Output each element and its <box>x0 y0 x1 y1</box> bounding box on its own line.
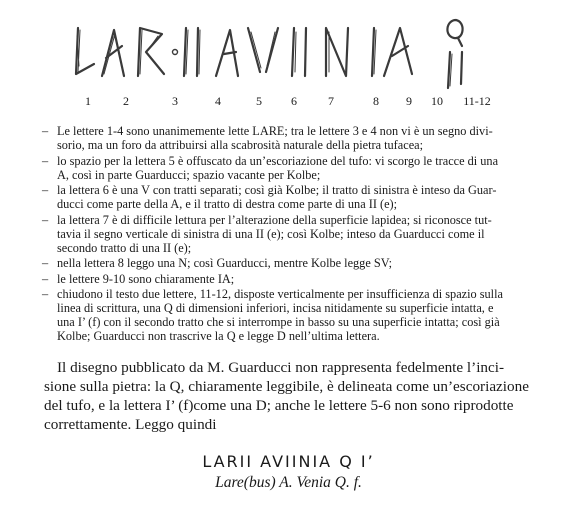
inscription-svg <box>64 6 494 90</box>
note-item <box>40 272 550 286</box>
body-paragraph <box>44 358 554 434</box>
paragraph-line: del tufo, e la lettera I’ (f)come una D; anche le lettere 5-6 non sono riprodotte <box>44 397 514 414</box>
glyph-10 <box>384 28 412 76</box>
inscription-drawing <box>64 6 494 90</box>
paragraph-line: sione sulla pietra: la Q, chiaramente leggibile, è delineata come un’escoriazione <box>44 378 529 395</box>
letter-number: 3 <box>172 94 178 108</box>
letter-number: 10 <box>431 94 443 108</box>
letter-number: 4 <box>215 94 221 108</box>
note-line: chiudono il testo due lettere, 11-12, disposte verticalmente per insufficienza di spazio sulla <box>57 287 503 301</box>
note-item <box>40 183 550 211</box>
letter-notes-list <box>40 124 550 345</box>
letter-number: 8 <box>373 94 379 108</box>
note-item <box>40 213 550 255</box>
note-line: la lettera 6 è una V con tratti separati; così già Kolbe; il tratto di sinistra è inteso da Guar- <box>57 183 497 197</box>
note-line: sorio, ma un foro da attribuirsi alla scabrosità naturale della pietra tufacea; <box>57 138 424 152</box>
glyph-9 <box>372 28 374 76</box>
note-item <box>40 154 550 182</box>
letter-number: 5 <box>256 94 262 108</box>
note-line: nella lettera 8 leggo una N; così Guarducci, mentre Kolbe legge SV; <box>57 256 393 270</box>
letter-number: 7 <box>328 94 334 108</box>
note-line: secondo tratto di una II (e); <box>57 240 192 255</box>
letter-number-row <box>0 94 577 110</box>
letter-number: 9 <box>406 94 412 108</box>
note-item <box>40 124 550 152</box>
note-line: ducci come parte della A, e il tratto di destra come parte di una II (e); <box>57 197 398 211</box>
note-line: lo spazio per la lettera 5 è offuscato da un’escoriazione del tufo: vi scorgo le tracce di una <box>57 153 499 168</box>
letter-number: 1 <box>85 94 91 108</box>
glyph-6 <box>248 28 278 72</box>
note-line: una I’ (f) con il secondo tratto che si interrompe in basso su una superficie intatta; così già <box>57 315 500 329</box>
note-line: la lettera 7 è di difficile lettura per l’alterazione della superficie lapidea; si riconosce tut- <box>57 212 492 227</box>
note-item <box>40 256 550 270</box>
letter-number: 11-12 <box>463 94 491 108</box>
note-line: linea di scrittura, una Q di dimensioni inferiori, incisa nitidamente su superficie intatta, e <box>57 301 494 315</box>
letter-number: 6 <box>291 94 297 108</box>
letter-number: 2 <box>123 94 129 108</box>
transliteration: Lare(bus) A. Venia Q. f. <box>215 474 362 491</box>
note-line: le lettere 9-10 sono chiaramente IA; <box>57 271 235 286</box>
note-line: tavia il segno verticale di sinistra di una II (e); così Kolbe; inteso da Guarducci come il <box>57 226 485 241</box>
note-line: A, così in parte Guarducci; spazio vacante per Kolbe; <box>57 167 321 182</box>
paragraph-line: correttamente. Leggo quindi <box>44 416 217 433</box>
glyph-5 <box>216 30 238 76</box>
glyph-7 <box>292 28 306 76</box>
paragraph-line: Il disegno pubblicato da M. Guarducci non rappresenta fedelmente l’inci- <box>57 359 505 376</box>
note-line: Kolbe; Guarducci non trascrive la Q e legge D nell’ultima lettera. <box>57 329 380 343</box>
note-line: Le lettere 1-4 sono unanimemente lette LARE; tra le lettere 3 e 4 non vi è un segno divi- <box>57 124 493 138</box>
glyph-11 <box>447 20 462 46</box>
archaic-reading: LARII AVIINIA Q I’ <box>202 452 375 471</box>
note-item <box>40 287 550 343</box>
